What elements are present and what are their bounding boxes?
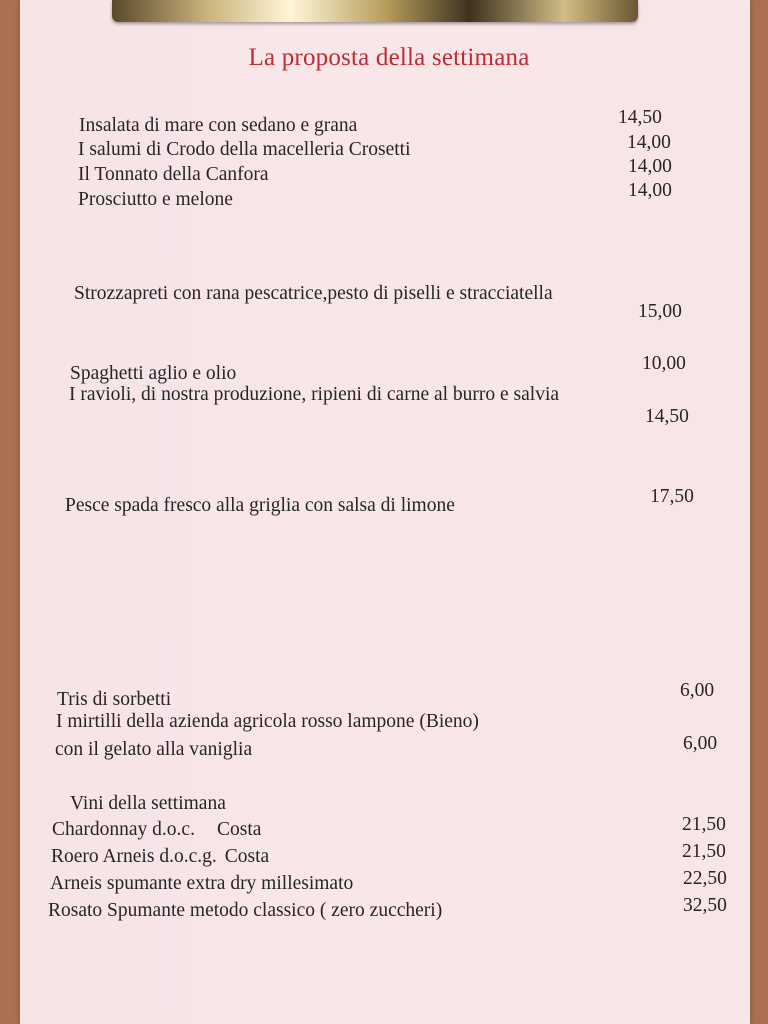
wine-item: Arneis spumante extra dry millesimato [50, 873, 354, 894]
menu-item-name: Il Tonnato della Canfora [78, 164, 269, 185]
menu-item-name: I ravioli, di nostra produzione, ripieni di carne al burro e salvia [69, 384, 560, 405]
menu-item-price: 14,50 [618, 107, 662, 128]
menu-item-name: Insalata di mare con sedano e grana [79, 115, 358, 136]
menu-item-price: 14,00 [628, 156, 672, 177]
menu-item-price: 17,50 [650, 486, 694, 507]
wine-price: 21,50 [682, 814, 726, 835]
wine-name: Chardonnay d.o.c. [52, 819, 195, 840]
menu-item-price: 14,00 [628, 180, 672, 201]
wine-price: 21,50 [682, 841, 726, 862]
wine-item [52, 818, 261, 842]
wine-item [51, 845, 269, 869]
menu-item-name-continued: con il gelato alla vaniglia [55, 739, 253, 760]
menu-item-name: I mirtilli della azienda agricola rosso lampone (Bieno) [56, 711, 479, 732]
menu-title: La proposta della settimana [248, 44, 530, 71]
menu-item-name: Prosciutto e melone [78, 189, 233, 210]
menu-item-price: 6,00 [683, 733, 718, 754]
menu-item-price: 10,00 [642, 353, 686, 374]
menu-item-price: 15,00 [638, 301, 682, 322]
wine-price: 22,50 [683, 868, 727, 889]
wine-price: 32,50 [683, 895, 727, 916]
wine-producer: Costa [216, 819, 262, 840]
wine-section-heading: Vini della settimana [70, 793, 226, 814]
menu-item-name: Spaghetti aglio e olio [70, 363, 237, 384]
wine-item: Rosato Spumante metodo classico ( zero zuccheri) [48, 900, 443, 921]
wine-producer: Costa [224, 846, 270, 867]
menu-item-name: Pesce spada fresco alla griglia con salsa di limone [65, 495, 455, 516]
wine-name: Roero Arneis d.o.c.g. [51, 846, 217, 867]
clipboard-clip [112, 0, 638, 22]
menu-item-name: I salumi di Crodo della macelleria Crosetti [78, 139, 411, 160]
menu-item-name: Tris di sorbetti [57, 689, 172, 710]
menu-item-price: 14,00 [627, 132, 671, 153]
menu-item-name: Strozzapreti con rana pescatrice,pesto di piselli e stracciatella [74, 283, 553, 304]
menu-item-price: 6,00 [680, 680, 715, 701]
menu-item-price: 14,50 [645, 406, 689, 427]
